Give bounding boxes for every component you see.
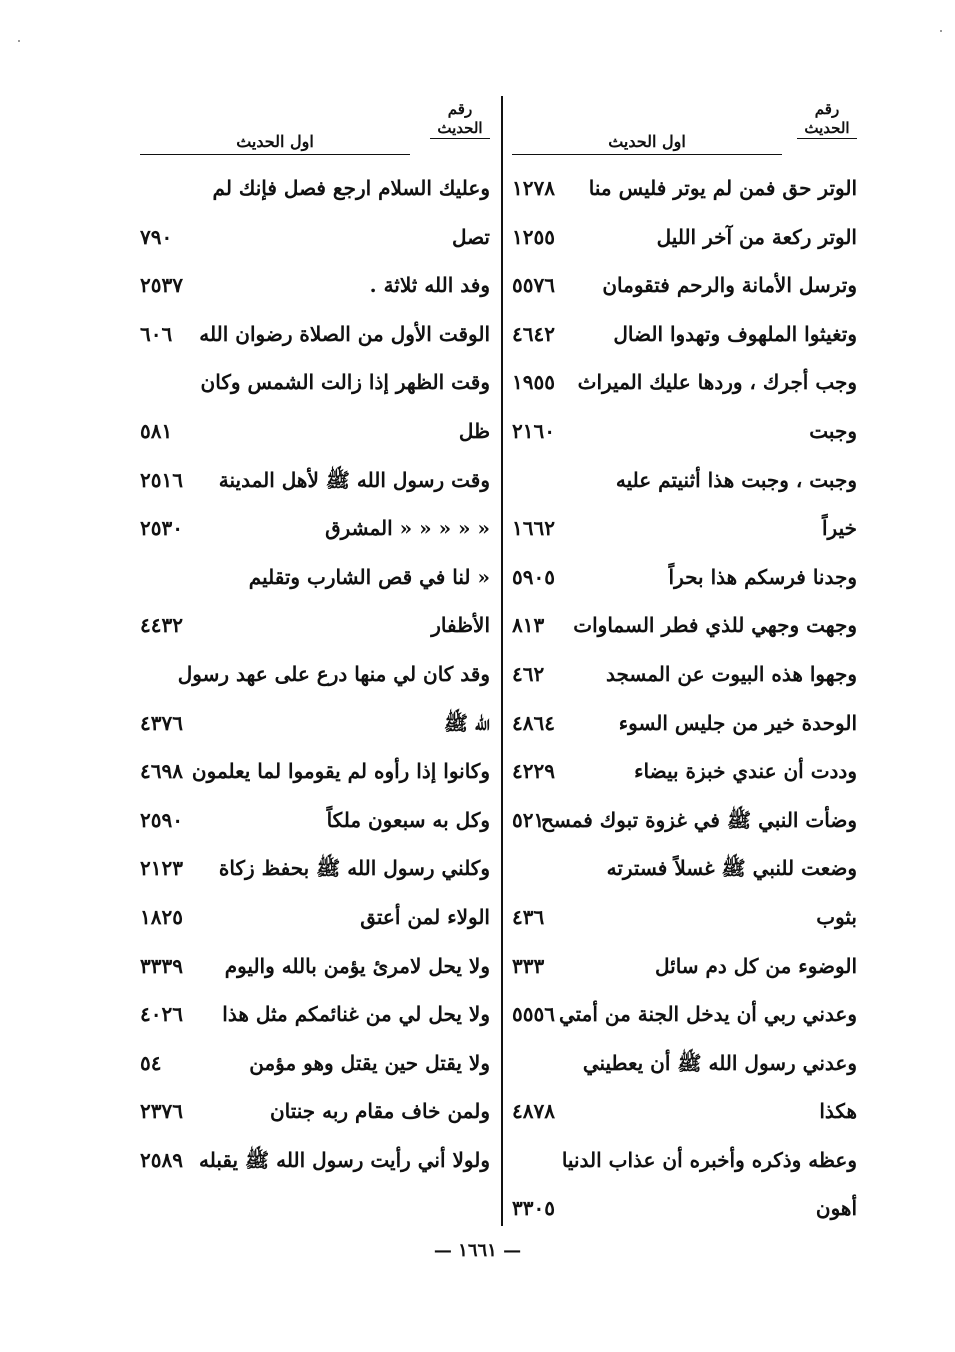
hadith-opening-text: ظل (458, 418, 490, 443)
hadith-opening-text: الوتر ركعة من آخر الليل (656, 224, 857, 249)
hadith-opening-text: وجهوا هذه البيوت عن المسجد (605, 661, 857, 686)
scan-speck (940, 30, 942, 32)
hadith-number: ٤٣٦ (512, 904, 545, 929)
hadith-opening-text: الوضوء من كل دم سائل (654, 953, 857, 978)
index-entry (512, 1184, 857, 1233)
hadith-opening-text: وقد كان لي منها درع على عهد رسول (177, 661, 490, 686)
hadith-opening-text: وعظه وذكره وأخبره أن عذاب الدنيا (561, 1147, 857, 1172)
index-entry (512, 699, 857, 748)
hadith-opening-text: وكلني رسول الله ﷺ بحفظ زكاة (218, 856, 490, 881)
hadith-number: ٥٥٥٦ (512, 1002, 555, 1027)
index-entry (512, 407, 857, 456)
index-entry (512, 747, 857, 796)
hadith-opening-text: وجهت وجهي للذي فطر السماوات (573, 613, 857, 638)
hadith-number: ٣٣٣٩ (140, 953, 183, 978)
hadith-opening-text: وضعت للنبي ﷺ غسلاً فسترته (606, 856, 857, 881)
hadith-number: ٤٨٧٨ (512, 1099, 555, 1124)
hadith-opening-text: أهون (815, 1196, 857, 1221)
hadith-number: ٣٣٣ (512, 953, 545, 978)
hadith-opening-text: وتغيثوا الملهوف وتهدوا الضال (613, 321, 857, 346)
index-entry (512, 1039, 857, 1088)
right-index-column (512, 96, 857, 1221)
index-entry (512, 310, 857, 359)
hadith-opening-text: ولا يحل لي من غنائمكم مثل هذا (222, 1002, 490, 1027)
index-entry (140, 796, 490, 845)
number-label-line2: الحديث (797, 119, 857, 139)
page-number: — ١٦٦١ — (433, 1240, 522, 1261)
hadith-opening-text: وعدني ربي أن يدخل الجنة من أمتي (558, 1002, 857, 1027)
index-entry (512, 504, 857, 553)
hadith-opening-text: الولاء لمن أعتق (360, 904, 490, 929)
hadith-opening-text: ولا يحل لامرئ يؤمن بالله واليوم (224, 953, 490, 978)
index-entry (512, 893, 857, 942)
index-entry (512, 358, 857, 407)
number-label-line2: الحديث (430, 119, 490, 139)
index-entry (140, 407, 490, 456)
hadith-opening-text: خيراً (822, 516, 857, 541)
right-column-header (512, 96, 857, 162)
hadith-opening-text: وعليك السلام ارجع فصل فإنك لم (212, 176, 490, 200)
index-entry (140, 358, 490, 407)
hadith-number: ٥٩٠٥ (512, 564, 555, 589)
hadith-opening-text: وترسل الأمانة والرحم فتقومان (602, 273, 857, 298)
hadith-opening-text: وقت الظهر إذا زالت الشمس وكان (200, 370, 490, 395)
index-entry (512, 1087, 857, 1136)
hadith-number: ٨١٣ (512, 613, 545, 638)
index-entry (512, 213, 857, 262)
hadith-number: ٤٢٢٩ (512, 759, 555, 784)
hadith-number-label (797, 100, 857, 139)
hadith-opening-text: وكل به سبعون ملكاً (326, 807, 490, 832)
index-entry (140, 261, 490, 310)
hadith-number: ٤٦٤٢ (512, 321, 555, 346)
index-entry (140, 456, 490, 505)
hadith-number: ١٦٦٢ (512, 516, 555, 541)
hadith-number: ٥٥٧٦ (512, 273, 555, 298)
index-entry (512, 1136, 857, 1185)
hadith-opening-text: « « « « « المشرق (325, 516, 490, 541)
index-entry (140, 893, 490, 942)
index-entry (140, 1087, 490, 1136)
index-entry (140, 553, 490, 602)
hadith-opening-text: الوتر حق فمن لم يوتر فليس منا (588, 176, 857, 200)
index-entry (140, 164, 490, 213)
index-entry (140, 213, 490, 262)
hadith-opening-text: الوقت الأول من الصلاة رضوان الله (199, 321, 490, 346)
hadith-opening-text: وجب أجرك ، وردها عليك الميراث (577, 370, 857, 395)
hadith-number: ٢٣٧٦ (140, 1099, 183, 1124)
index-entry (512, 456, 857, 505)
hadith-number: ٤٦٢ (512, 661, 545, 686)
index-entry (512, 650, 857, 699)
hadith-opening-text: وعدني رسول الله ﷺ أن يعطيني (582, 1050, 857, 1075)
hadith-opening-text: هكذا (819, 1099, 857, 1124)
index-entry (512, 261, 857, 310)
hadith-opening-text: وفد الله ثلاثة . (369, 273, 490, 298)
hadith-opening-text: « لنا في قص الشارب وتقليم (248, 564, 490, 589)
hadith-number: ٢٥٣٧ (140, 273, 183, 298)
hadith-number: ٢٥١٦ (140, 467, 183, 492)
hadith-number: ٢١٢٣ (140, 856, 183, 881)
hadith-number: ٢٥٩٠ (140, 807, 183, 832)
hadith-number: ٢٥٨٩ (140, 1147, 183, 1172)
index-entry (512, 942, 857, 991)
hadith-opening-text: تصل (451, 224, 490, 249)
hadith-opening-text: ولمن خاف مقام ربه جنتان (269, 1099, 490, 1124)
index-entry (140, 310, 490, 359)
index-entry (512, 601, 857, 650)
hadith-number: ١٢٧٨ (512, 176, 555, 200)
index-entry (140, 844, 490, 893)
right-column-entries (512, 164, 857, 1233)
hadith-number: ١٢٥٥ (512, 224, 555, 249)
hadith-opening-text: وقت رسول الله ﷺ لأهل المدينة (218, 467, 490, 492)
hadith-start-label: اول الحديث (512, 132, 782, 155)
hadith-number: ٧٩٠ (140, 224, 173, 249)
hadith-number: ٥٤ (140, 1050, 162, 1075)
hadith-number: ٣٣٠٥ (512, 1196, 555, 1221)
index-entry (140, 504, 490, 553)
column-divider (501, 96, 503, 1226)
index-entry (512, 844, 857, 893)
hadith-number: ٢١٦٠ (512, 418, 555, 443)
number-label-line1: رقم (447, 100, 473, 118)
index-entry (140, 699, 490, 748)
hadith-opening-text: وجدنا فرسكم هذا بحراً (668, 564, 857, 589)
hadith-opening-text: وضأت النبي ﷺ في غزوة تبوك فمسح (540, 807, 857, 832)
left-column-header (140, 96, 490, 162)
index-entry (140, 990, 490, 1039)
hadith-number-label (430, 100, 490, 139)
hadith-opening-text: ولا يقتل حين يقتل وهو مؤمن (249, 1050, 490, 1075)
number-label-line1: رقم (814, 100, 840, 118)
hadith-opening-text: وجبت ، وجبت هذا أثنيتم عليه (615, 467, 857, 492)
left-column-entries (140, 164, 490, 1184)
index-entry (512, 553, 857, 602)
index-entry (512, 164, 857, 213)
index-entry (140, 650, 490, 699)
hadith-opening-text: وددت أن عندي خبزة بيضاء (634, 759, 857, 784)
hadith-number: ٤٣٧٦ (140, 710, 183, 735)
index-entry (512, 990, 857, 1039)
index-entry (512, 796, 857, 845)
index-entry (140, 1039, 490, 1088)
hadith-opening-text: ولولا أني رأيت رسول الله ﷺ يقبله (199, 1147, 490, 1172)
hadith-opening-text: وكانوا إذا رأوه لم يقوموا لما يعلمون (191, 759, 490, 784)
hadith-number: ٤٦٩٨ (140, 759, 183, 784)
scan-speck (18, 40, 20, 42)
hadith-number: ٥٢١ (512, 807, 545, 832)
hadith-opening-text: بثوب (816, 904, 857, 929)
hadith-number: ٤٤٣٢ (140, 613, 183, 638)
hadith-number: ٥٨١ (140, 418, 173, 443)
hadith-opening-text: الله ﷺ (443, 710, 490, 735)
hadith-number: ٢٥٣٠ (140, 516, 183, 541)
left-index-column (140, 96, 490, 1172)
index-entry (140, 1136, 490, 1185)
hadith-number: ٦٠٦ (140, 321, 173, 346)
index-entry (140, 601, 490, 650)
hadith-opening-text: الأظفار (431, 613, 490, 638)
hadith-number: ٤٨٦٤ (512, 710, 555, 735)
hadith-start-label: اول الحديث (140, 132, 410, 155)
index-entry (140, 942, 490, 991)
hadith-opening-text: وجبت (809, 418, 857, 443)
index-entry (140, 747, 490, 796)
hadith-number: ١٩٥٥ (512, 370, 555, 395)
hadith-opening-text: الوحدة خير من جليس السوء (618, 710, 857, 735)
hadith-number: ٤٠٢٦ (140, 1002, 183, 1027)
hadith-number: ١٨٢٥ (140, 904, 183, 929)
